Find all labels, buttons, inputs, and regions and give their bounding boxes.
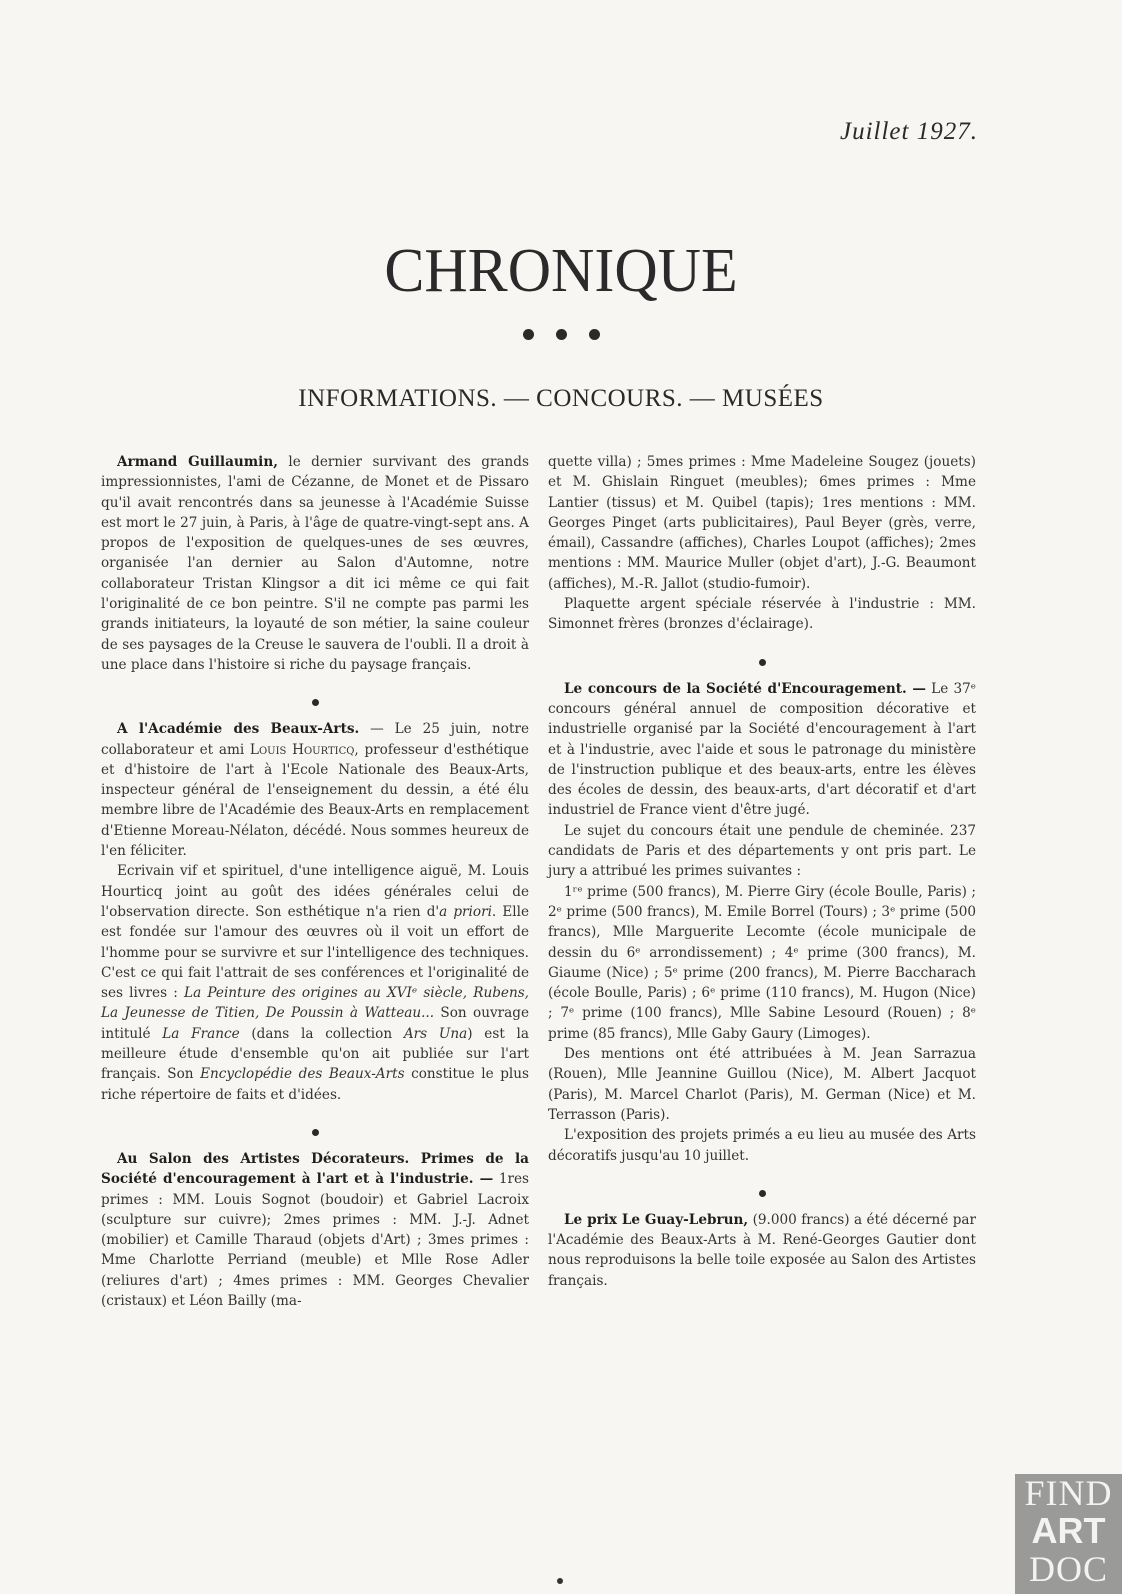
separator-dot [548,1166,976,1210]
findartdoc-watermark-logo: FIND ART DOC [1015,1474,1122,1594]
page-title: CHRONIQUE [384,235,738,305]
article-concours-p4: Des mentions ont été attribuées à M. Jean Sarrazua (Rouen), Mlle Jeannine Guillou (Nice), M. Albert Jacquot (Paris), M. Marcel Charlot (Paris), M. German (Nice) et M. Terrasson (Paris). [548,1046,976,1123]
article-academie: A l'Académie des Beaux-Arts. — Le 25 juin, notre collaborateur et ami Louis Hourticq, professeur d'esthétique et d'histoire de l'art à l'Ecole Nationale des Beaux-Arts, inspecteur général de l'enseignement du dessin, a été élu membre libre de l'Académie des Beaux-Arts en remplacement d'Etienne Moreau-Nélaton, décédé. Nous sommes heureux de l'en féliciter. [101,721,529,860]
page-mark-dot [557,1578,563,1584]
article-lead: Au Salon des Artistes Décorateurs. Primes de la Société d'encouragement à l'art et à l'industrie. — [101,1150,529,1188]
article-lead: Le concours de la Société d'Encouragement. — [564,680,926,697]
article-academie-p2: Ecrivain vif et spirituel, d'une intelligence aiguë, M. Louis Hourticq joint au goût des idées générales celui de l'observation directe. Son esthétique n'a rien d'a priori. Elle est fondée sur l'amour des œuvres où il voit un effort de l'homme pour se survivre et sur l'intelligence des techniques. C'est ce qui fait l'attrait de ses conférences et l'originalité de ses livres : La Peinture des origines au XVIᵉ siècle, Rubens, La Jeunesse de Titien, De Poussin à Watteau... Son ouvrage intitulé La France (dans la collection Ars Una) est la meilleure étude d'ensemble qu'on ait publiée sur l'art français. Son Encyclopédie des Beaux-Arts constitue le plus riche répertoire de faits et d'idées. [101,863,529,1103]
article-salon-continued: quette villa) ; 5mes primes : Mme Madeleine Sougez (jouets) et M. Ghislain Ringuet (meubles); 6mes primes : Mme Lantier (tissus) et M. Quibel (tapis); 1res mentions : MM. Georges Pinget (arts publicitaires), Paul Beyer (grès, verre, émail), Cassandre (affiches), Charles Loupot (affiches); 2mes mentions : MM. Maurice Muller (objet d'art), J.-G. Beaumont (affiches), M.-R. Jallot (studio-fumoir). [548,454,976,592]
article-lead: Armand Guillaumin, [117,454,278,470]
article-lead: A l'Académie des Beaux-Arts. [117,721,360,738]
article-concours: Le concours de la Société d'Encouragement. — Le 37ᵉ concours général annuel de composition décorative et industrielle organisé par la Société d'encouragement à l'art et à l'industrie, avec l'aide et sous le patronage du ministère de l'instruction publique et des beaux-arts, entre les élèves des écoles de dessin, des beaux-arts, d'art décoratif et d'art industriel de France vient d'être jugé. [548,680,977,819]
article-concours-p3: 1ʳᵉ prime (500 francs), M. Pierre Giry (école Boulle, Paris) ; 2ᵉ prime (500 francs), M. Emile Borrel (Tours) ; 3ᵉ prime (500 francs), Mlle Marguerite Lecomte (école municipale de dessin du 6ᵉ arrondissement) ; 4ᵉ prime (300 francs), M. Giaume (Nice) ; 5ᵉ prime (200 francs), M. Pierre Baccharach (école Boulle, Paris) ; 6ᵉ prime (110 francs), M. Hugon (Nice) ; 7ᵉ prime (100 francs), Mlle Sabine Lesourd (Rouen) ; 8ᵉ prime (85 francs), Mlle Gaby Gaury (Limoges). [548,883,976,1042]
article-concours-p2: Le sujet du concours était une pendule de cheminée. 237 candidats de Paris et des départements y ont pris part. Le jury a attribué les primes suivantes : [548,822,976,880]
article-prix: Le prix Le Guay-Lebrun, (9.000 francs) a été décerné par l'Académie des Beaux-Arts à M. René-Georges Gautier dont nous reproduisons la belle toile exposée au Salon des Artistes français. [548,1211,977,1289]
left-column [101,452,529,1311]
title-ornament [0,325,1122,344]
article-guillaumin: Armand Guillaumin, le dernier survivant des grands impressionnistes, l'ami de Cézanne, de Monet et de Pissaro qu'il avait rencontrés dans sa jeunesse à l'Académie Suisse est mort le 27 juin, à Paris, à l'âge de quatre-vingt-sept ans. A propos de l'exposition de quelques-unes de ses œuvres, organisée l'an dernier au Salon d'Automne, notre collaborateur Tristan Klingsor a dit ici même ce qui fait l'originalité de ce bon peintre. S'il ne compte pas parmi les grands initiateurs, la loyauté de son métier, la saine couleur de ses paysages de la Creuse le sauvera de l'oubli. Il a droit à une place dans l'histoire si riche du paysage français. [101,454,529,673]
issue-date: Juillet 1927. [840,118,978,145]
separator-dot [101,675,529,719]
separator-dot [101,1105,529,1149]
right-column-continued [548,452,976,1291]
article-lead: Le prix Le Guay-Lebrun, [564,1211,749,1228]
separator-dot [548,635,976,679]
article-salon-p2: Plaquette argent spéciale réservée à l'industrie : MM. Simonnet frères (bronzes d'éclairage). [548,596,976,633]
section-subtitle: INFORMATIONS. — CONCOURS. — MUSÉES [298,385,824,412]
article-concours-p5: L'exposition des projets primés a eu lieu au musée des Arts décoratifs jusqu'au 10 juillet. [548,1127,976,1164]
article-salon: Au Salon des Artistes Décorateurs. Primes de la Société d'encouragement à l'art et à l'industrie. — 1res primes : MM. Louis Sognot (boudoir) et Gabriel Lacroix (sculpture sur cuivre); 2mes primes : MM. J.-J. Adnet (mobilier) et Camille Tharaud (objets d'Art) ; 3mes primes : Mme Charlotte Perriand (meuble) et Mlle Rose Adler (reliures d'art) ; 4mes primes : MM. Georges Chevalier (cristaux) et Léon Bailly (ma- [101,1150,529,1309]
